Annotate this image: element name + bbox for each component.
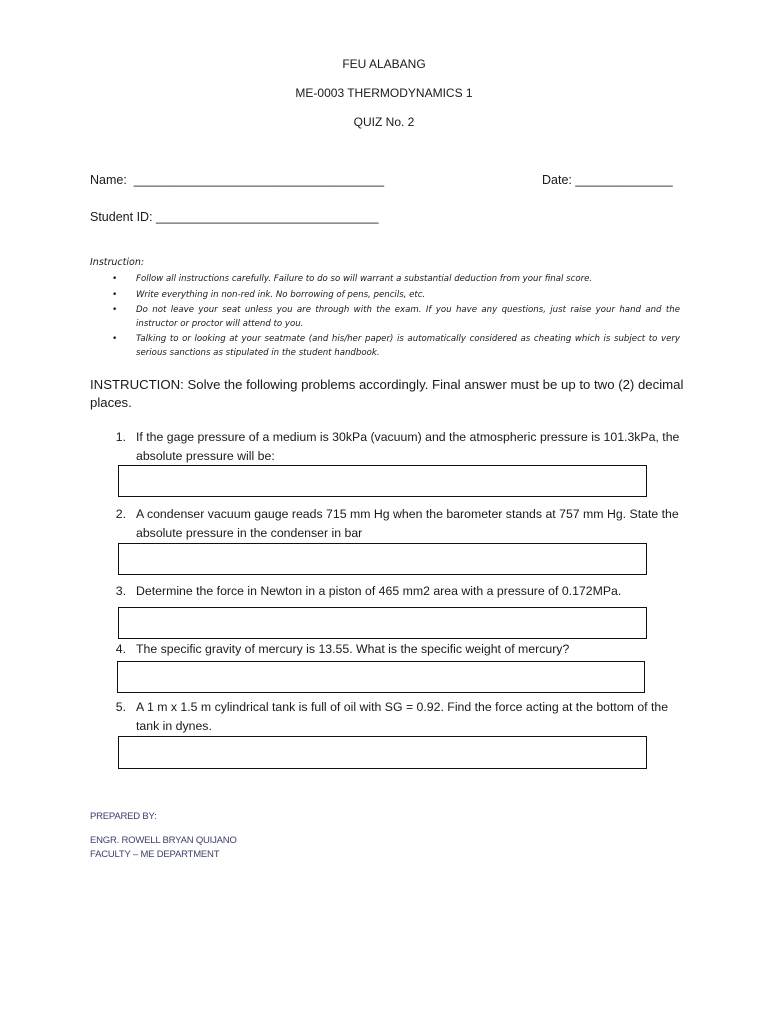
- instruction-item: [90, 304, 680, 331]
- answer-box-3[interactable]: [118, 607, 647, 639]
- instruction-title: Instruction:: [90, 257, 145, 268]
- answer-box-2[interactable]: [118, 543, 647, 575]
- question-3: [112, 582, 682, 601]
- bullet-icon: •: [112, 305, 118, 315]
- school-name: FEU ALABANG: [342, 57, 426, 71]
- question-number: 1.: [115, 430, 126, 444]
- instruction-item: [90, 289, 680, 303]
- student-id-field[interactable]: Student ID: ________________________________: [90, 210, 379, 224]
- bullet-icon: •: [112, 274, 118, 284]
- name-field[interactable]: Name: ____________________________________: [90, 173, 385, 187]
- question-number: 2.: [115, 507, 126, 521]
- bullet-icon: •: [112, 289, 118, 300]
- prepared-by-label: PREPARED BY:: [90, 811, 157, 822]
- answer-box-4[interactable]: [117, 661, 645, 693]
- question-text: A condenser vacuum gauge reads 715 mm Hg when the barometer stands at 757 mm Hg. State the absolute pressure in the condenser in bar: [136, 507, 679, 540]
- quiz-title: QUIZ No. 2: [353, 115, 415, 129]
- question-text: A 1 m x 1.5 m cylindrical tank is full of oil with SG = 0.92. Find the force acting at the bottom of the tank in dynes.: [136, 700, 669, 733]
- instruction-item: [90, 333, 680, 360]
- preparer-name: ENGR. ROWELL BRYAN QUIJANO: [90, 835, 237, 846]
- question-text: Determine the force in Newton in a piston of 465 mm2 area with a pressure of 0.172MPa.: [136, 584, 622, 598]
- answer-box-1[interactable]: [118, 465, 647, 497]
- date-field[interactable]: Date: ______________: [542, 173, 673, 187]
- answer-box-5[interactable]: [118, 736, 647, 769]
- instruction-list: [90, 273, 680, 362]
- question-5: [112, 698, 682, 736]
- course-title: ME-0003 THERMODYNAMICS 1: [295, 86, 473, 100]
- question-text: If the gage pressure of a medium is 30kPa (vacuum) and the atmospheric pressure is 101.3kPa, the absolute pressure will be:: [136, 430, 680, 463]
- preparer-title: FACULTY – ME DEPARTMENT: [90, 849, 220, 860]
- question-1: [112, 428, 682, 466]
- question-number: 3.: [115, 584, 126, 598]
- question-2: [112, 505, 682, 543]
- question-number: 5.: [115, 700, 126, 714]
- question-text: The specific gravity of mercury is 13.55. What is the specific weight of mercury?: [136, 642, 570, 656]
- main-instruction: INSTRUCTION: Solve the following problems accordingly. Final answer must be up to two (2) decimal places.: [90, 377, 684, 410]
- instruction-item: [90, 273, 680, 287]
- question-4: [112, 640, 682, 659]
- instruction-text: Write everything in non-red ink. No borrowing of pens, pencils, etc.: [136, 289, 426, 300]
- instruction-text: Follow all instructions carefully. Failure to do so will warrant a substantial deduction from your final score.: [136, 274, 593, 284]
- instruction-text: Talking to or looking at your seatmate (and his/her paper) is automatically considered as cheating which is subject to very serious sanctions as stipulated in the student handbook.: [136, 334, 680, 358]
- question-number: 4.: [115, 642, 126, 656]
- instruction-text: Do not leave your seat unless you are through with the exam. If you have any questions, just raise your hand and the instructor or proctor will attend to you.: [136, 305, 680, 329]
- bullet-icon: •: [112, 334, 118, 344]
